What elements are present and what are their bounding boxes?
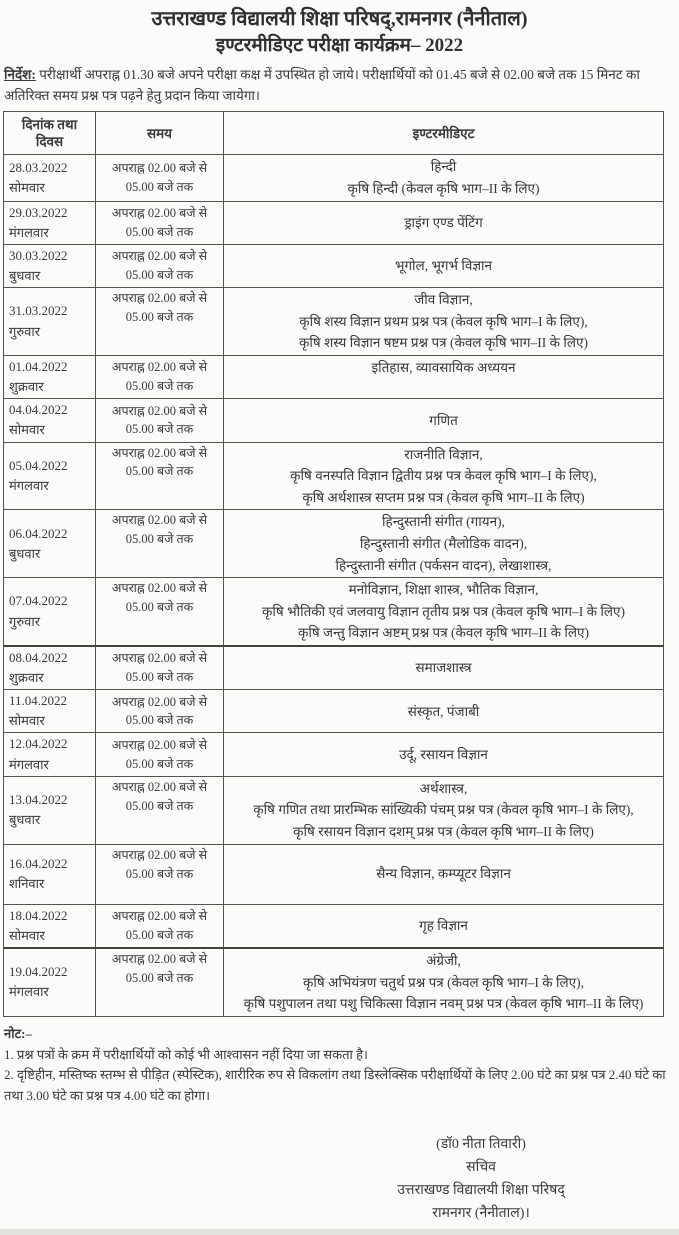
- document-header: [0, 6, 679, 59]
- exam-day: बुधवार: [9, 545, 41, 561]
- exam-day: सोमवार: [9, 180, 45, 196]
- note-item-2: 2. दृष्टिहीन, मस्तिष्क स्तम्भ से पीड़ित (स्पेस्टिक), शारीरिक रुप से विकलांग तथा डिस्लेक्सिक परीक्षार्थियों के लिए 2.00 घंटे का प्रश्न पत्र 2.40 घंटे का तथा 3.00 घंटे का प्रश्न पत्र 4.00 घंटे का होगा।: [4, 1067, 666, 1104]
- subject-line: अर्थशास्त्र,: [419, 780, 468, 796]
- exam-time: 05.00 बजे तक: [125, 224, 194, 239]
- subject-line: समाजशास्त्र: [415, 660, 472, 676]
- exam-time: 05.00 बजे तक: [125, 268, 194, 283]
- subject-line: गणित: [429, 412, 458, 428]
- subject-line: कृषि पशुपालन तथा पशु चिकित्सा विज्ञान नवम् प्रश्न पत्र (केवल कृषि भाग–II के लिए): [243, 996, 644, 1012]
- exam-date: 19.04.2022: [9, 964, 68, 980]
- exam-date: 13.04.2022: [9, 792, 68, 808]
- exam-day: शनिवार: [9, 876, 45, 892]
- exam-date: 16.04.2022: [9, 856, 68, 872]
- column-header-subject: इण्टरमीडिएट: [224, 112, 664, 155]
- exam-date: 07.04.2022: [9, 593, 68, 609]
- exam-day: शुक्रवार: [9, 379, 44, 395]
- exam-day: बुधवार: [9, 812, 41, 828]
- board-title: उत्तराखण्ड विद्यालयी शिक्षा परिषद्,रामनगर (नैनीताल): [151, 8, 528, 30]
- table-row: [4, 948, 664, 1016]
- signatory-name: (डॉ0 नीता तिवारी): [436, 1137, 526, 1153]
- table-row: [4, 442, 664, 510]
- table-row: [4, 288, 664, 356]
- subject-line: गृह विज्ञान: [419, 918, 468, 934]
- table-row: [4, 690, 664, 733]
- exam-day: शुक्रवार: [9, 670, 44, 686]
- exam-time: अपराह्न 02.00 बजे से: [111, 291, 208, 306]
- exam-time: 05.00 बजे तक: [125, 756, 194, 771]
- exam-time: अपराह्न 02.00 बजे से: [111, 651, 208, 666]
- column-header-time: समय: [96, 112, 224, 155]
- subject-line: कृषि शस्य विज्ञान प्रथम प्रश्न पत्र (केवल कृषि भाग–I के लिए),: [299, 313, 588, 329]
- table-row: [4, 646, 664, 690]
- instructions-paragraph: [4, 65, 673, 107]
- subject-line: हिन्दुस्तानी संगीत (पर्कसन वादन), लेखाशास्त्र,: [335, 557, 552, 573]
- exam-day: गुरुवार: [9, 323, 41, 339]
- exam-time: 05.00 बजे तक: [125, 866, 194, 881]
- table-header-row: [4, 112, 664, 155]
- exam-day: गुरुवार: [9, 613, 41, 629]
- exam-time: अपराह्न 02.00 बजे से: [111, 360, 208, 375]
- signatory-organization: उत्तराखण्ड विद्यालयी शिक्षा परिषद्: [397, 1183, 565, 1199]
- exam-date: 18.04.2022: [9, 907, 68, 923]
- subject-line: भूगोल, भूगर्भ विज्ञान: [394, 258, 493, 274]
- subject-line: कृषि अर्थशास्त्र सप्तम प्रश्न पत्र (केवल कृषि भाग–II के लिए): [302, 489, 585, 505]
- exam-date: 28.03.2022: [9, 159, 68, 175]
- instructions-label: निर्देश:: [4, 66, 36, 82]
- column-header-date: दिनांक तथा दिवस: [4, 112, 96, 155]
- exam-time: 05.00 बजे तक: [125, 379, 194, 394]
- exam-time: अपराह्न 02.00 बजे से: [111, 737, 208, 752]
- exam-day: मंगलवार: [9, 984, 49, 1000]
- signature-block: [351, 1133, 611, 1225]
- exam-time: 05.00 बजे तक: [125, 532, 194, 547]
- subject-line: मनोविज्ञान, शिक्षा शास्त्र, भौतिक विज्ञान,: [348, 582, 539, 598]
- exam-schedule-table: [3, 111, 664, 1016]
- subject-line: कृषि भौतिकी एवं जलवायु विज्ञान तृतीय प्रश्न पत्र (केवल कृषि भाग–I के लिए): [262, 603, 625, 619]
- table-row: [4, 356, 664, 399]
- exam-programme-title: इण्टरमीडिएट परीक्षा कार्यक्रम– 2022: [215, 35, 464, 56]
- subject-line: कृषि अभियंत्रण चतुर्थ प्रश्न पत्र (केवल कृषि भाग–I के लिए),: [302, 974, 584, 990]
- subject-line: राजनीति विज्ञान,: [404, 446, 483, 462]
- exam-time: 05.00 बजे तक: [125, 670, 194, 685]
- exam-time: अपराह्न 02.00 बजे से: [111, 249, 208, 264]
- exam-time: अपराह्न 02.00 बजे से: [111, 694, 208, 709]
- subject-line: संस्कृत, पंजाबी: [407, 703, 480, 719]
- exam-date: 01.04.2022: [9, 359, 68, 375]
- exam-date: 29.03.2022: [9, 204, 68, 220]
- subject-line: कृषि जन्तु विज्ञान अष्टम् प्रश्न पत्र (केवल कृषि भाग–II के लिए): [297, 625, 590, 641]
- exam-time: अपराह्न 02.00 बजे से: [111, 513, 208, 528]
- exam-time: अपराह्न 02.00 बजे से: [111, 206, 208, 221]
- signatory-place: रामनगर (नैनीताल)।: [432, 1206, 530, 1222]
- subject-line: कृषि गणित तथा प्रारम्भिक सांख्यिकी पंचम् प्रश्न पत्र (केवल कृषि भाग–I के लिए),: [253, 802, 634, 818]
- subject-line: इतिहास, व्यावसायिक अध्ययन: [371, 360, 516, 376]
- exam-time: अपराह्न 02.00 बजे से: [111, 847, 208, 862]
- footer-notes: [4, 1024, 673, 1107]
- exam-time: अपराह्न 02.00 बजे से: [111, 403, 208, 418]
- exam-time: अपराह्न 02.00 बजे से: [111, 779, 208, 794]
- exam-date: 11.04.2022: [9, 693, 68, 709]
- exam-time: 05.00 बजे तक: [125, 970, 194, 985]
- subject-line: ड्राइंग एण्ड पेंटिंग: [404, 215, 483, 231]
- subject-line: अंग्रेजी,: [426, 953, 461, 969]
- exam-time: अपराह्न 02.00 बजे से: [111, 952, 208, 967]
- table-row: [4, 155, 664, 201]
- exam-date: 04.04.2022: [9, 402, 68, 418]
- table-row: [4, 578, 664, 646]
- subject-line: कृषि हिन्दी (केवल कृषि भाग–II के लिए): [347, 181, 540, 197]
- exam-date: 30.03.2022: [9, 247, 68, 263]
- subject-line: हिन्दुस्तानी संगीत (मैलोडिक वादन),: [359, 535, 528, 551]
- exam-date: 31.03.2022: [9, 303, 68, 319]
- exam-time: अपराह्न 02.00 बजे से: [111, 161, 208, 176]
- exam-time: अपराह्न 02.00 बजे से: [111, 909, 208, 924]
- subject-line: कृषि रसायन विज्ञान दशम् प्रश्न पत्र (केवल कृषि भाग–II के लिए): [293, 824, 594, 840]
- exam-date: 06.04.2022: [9, 525, 68, 541]
- exam-day: सोमवार: [9, 927, 45, 943]
- table-row: [4, 510, 664, 578]
- exam-time: 05.00 बजे तक: [125, 599, 194, 614]
- subject-line: हिन्दुस्तानी संगीत (गायन),: [382, 514, 505, 530]
- subject-line: जीव विज्ञान,: [414, 292, 473, 308]
- subject-line: कृषि शस्य विज्ञान षष्टम प्रश्न पत्र (केवल कृषि भाग–II के लिए): [299, 335, 588, 351]
- exam-date: 08.04.2022: [9, 649, 68, 665]
- exam-time: 05.00 बजे तक: [125, 713, 194, 728]
- exam-date: 05.04.2022: [9, 457, 68, 473]
- signatory-designation: सचिव: [466, 1160, 496, 1176]
- exam-day: मंगलवार: [9, 224, 49, 240]
- table-row: [4, 776, 664, 844]
- table-row: [4, 904, 664, 948]
- exam-time: 05.00 बजे तक: [125, 180, 194, 195]
- exam-time: 05.00 बजे तक: [125, 464, 194, 479]
- exam-time: 05.00 बजे तक: [125, 798, 194, 813]
- note-item-1: 1. प्रश्न पत्रों के क्रम में परीक्षार्थियों को कोई भी आश्वासन नहीं दिया जा सकता है।: [4, 1046, 368, 1062]
- exam-time: 05.00 बजे तक: [125, 927, 194, 942]
- exam-day: मंगलवार: [9, 477, 49, 493]
- subject-line: सैन्य विज्ञान, कम्प्यूटर विज्ञान: [376, 866, 511, 882]
- exam-time: अपराह्न 02.00 बजे से: [111, 581, 208, 596]
- subject-line: कृषि वनस्पति विज्ञान द्वितीय प्रश्न पत्र केवल कृषि भाग–I के लिए),: [290, 468, 597, 484]
- table-row: [4, 844, 664, 904]
- table-row: [4, 399, 664, 442]
- exam-time: 05.00 बजे तक: [125, 309, 194, 324]
- table-row: [4, 201, 664, 244]
- table-row: [4, 733, 664, 776]
- notes-heading: नोट:–: [4, 1025, 32, 1041]
- exam-time: अपराह्न 02.00 बजे से: [111, 445, 208, 460]
- exam-day: मंगलवार: [9, 756, 49, 772]
- table-row: [4, 244, 664, 287]
- exam-time: 05.00 बजे तक: [125, 422, 194, 437]
- exam-day: सोमवार: [9, 422, 45, 438]
- exam-day: बुधवार: [9, 268, 41, 284]
- subject-line: हिन्दी: [430, 159, 457, 175]
- exam-day: सोमवार: [9, 713, 45, 729]
- subject-line: उर्दू, रसायन विज्ञान: [399, 746, 488, 762]
- exam-date: 12.04.2022: [9, 736, 68, 752]
- instructions-text: परीक्षार्थी अपराह्न 01.30 बजे अपने परीक्षा कक्ष में उपस्थित हो जाये। परीक्षार्थियों को 01.45 बजे से 02.00 बजे तक 15 मिनट का अतिरिक्त समय प्रश्न पत्र पढ़ने हेतु प्रदान किया जायेगा।: [4, 66, 640, 103]
